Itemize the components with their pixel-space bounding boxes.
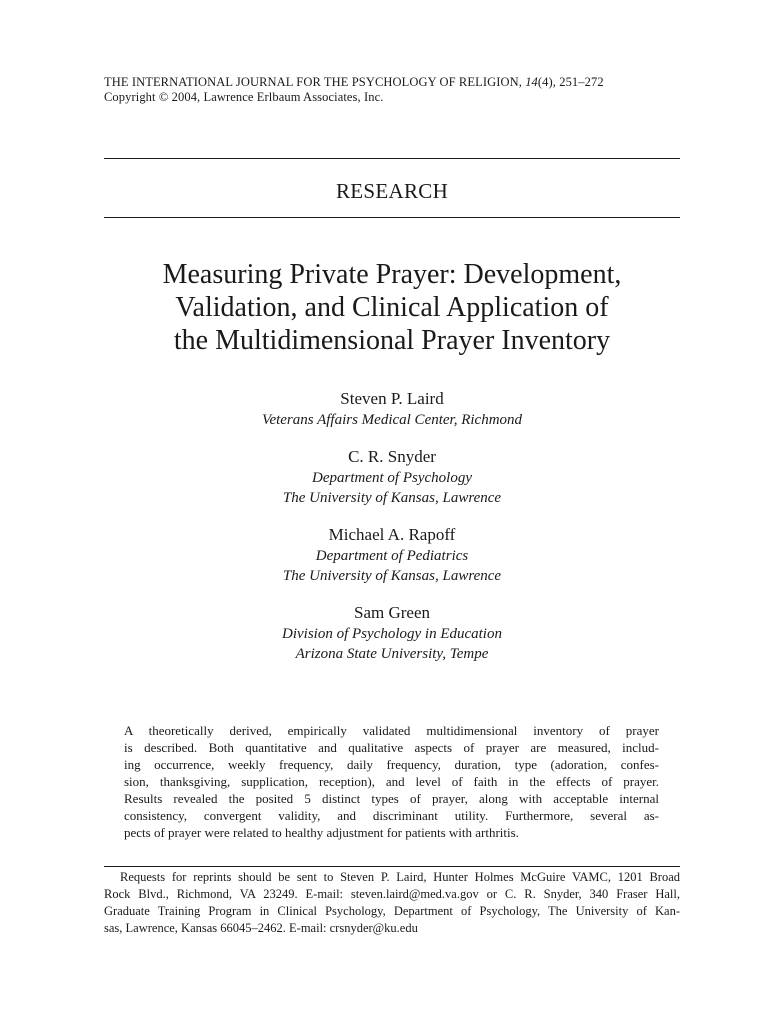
abstract-line: sion, thanksgiving, supplication, reception), and level of faith in the effects of prayer. (124, 774, 659, 789)
author-entry (104, 524, 680, 586)
title-line: Measuring Private Prayer: Development, (162, 259, 622, 290)
title-line: Validation, and Clinical Application of (175, 292, 609, 323)
author-name: Steven P. Laird (340, 389, 444, 408)
author-entry (104, 602, 680, 664)
section-rule-bottom (104, 217, 680, 218)
author-entry (104, 446, 680, 508)
author-affiliation: Veterans Affairs Medical Center, Richmond (261, 412, 523, 428)
abstract-line: pects of prayer were related to healthy adjustment for patients with arthritis. (124, 825, 519, 840)
author-name: Sam Green (353, 603, 430, 622)
journal-header (104, 75, 604, 105)
author-affiliation: Arizona State University, Tempe (295, 646, 489, 662)
journal-issue-pages: (4), 251–272 (537, 75, 604, 89)
footnote-rule (104, 866, 680, 867)
author-affiliation: The University of Kansas, Lawrence (282, 568, 502, 584)
abstract-line: consistency, convergent validity, and discriminant utility. Furthermore, several as- (124, 808, 659, 823)
author-name: C. R. Snyder (348, 447, 436, 466)
abstract-line: ing occurrence, weekly frequency, daily frequency, duration, type (adoration, confes- (124, 757, 659, 772)
abstract (124, 722, 659, 841)
author-affiliation: Department of Pediatrics (315, 548, 469, 564)
author-name: Michael A. Rapoff (328, 525, 456, 544)
title-line: the Multidimensional Prayer Inventory (173, 325, 611, 356)
section-rule-top (104, 158, 680, 159)
abstract-line: Results revealed the posited 5 distinct types of prayer, along with acceptable internal (124, 791, 659, 806)
copyright-notice: Copyright © 2004, Lawrence Erlbaum Associates, Inc. (104, 90, 384, 104)
article-title (104, 258, 680, 357)
footnote-line: sas, Lawrence, Kansas 66045–2462. E-mail: crsnyder@ku.edu (104, 921, 418, 935)
journal-citation (104, 75, 604, 90)
author-affiliation: Division of Psychology in Education (282, 626, 502, 642)
abstract-line: A theoretically derived, empirically validated multidimensional inventory of prayer (124, 723, 659, 738)
journal-name: THE INTERNATIONAL JOURNAL FOR THE PSYCHOLOGY OF RELIGION, (104, 75, 526, 89)
abstract-line: is described. Both quantitative and qualitative aspects of prayer are measured, includ- (124, 740, 659, 755)
journal-volume: 14 (525, 75, 538, 89)
footnote-line: Graduate Training Program in Clinical Psychology, Department of Psychology, The University of Kan- (104, 904, 680, 918)
author-affiliation: The University of Kansas, Lawrence (282, 490, 502, 506)
footnote-line: Requests for reprints should be sent to Steven P. Laird, Hunter Holmes McGuire VAMC, 1201 Broad (120, 870, 680, 884)
author-affiliation: Department of Psychology (312, 470, 472, 486)
section-label: RESEARCH (335, 179, 449, 203)
correspondence-footnote (104, 869, 680, 937)
author-entry (104, 388, 680, 430)
footnote-line: Rock Blvd., Richmond, VA 23249. E-mail: steven.laird@med.va.gov or C. R. Snyder, 340 Fraser Hall, (104, 887, 680, 901)
author-list (104, 388, 680, 680)
